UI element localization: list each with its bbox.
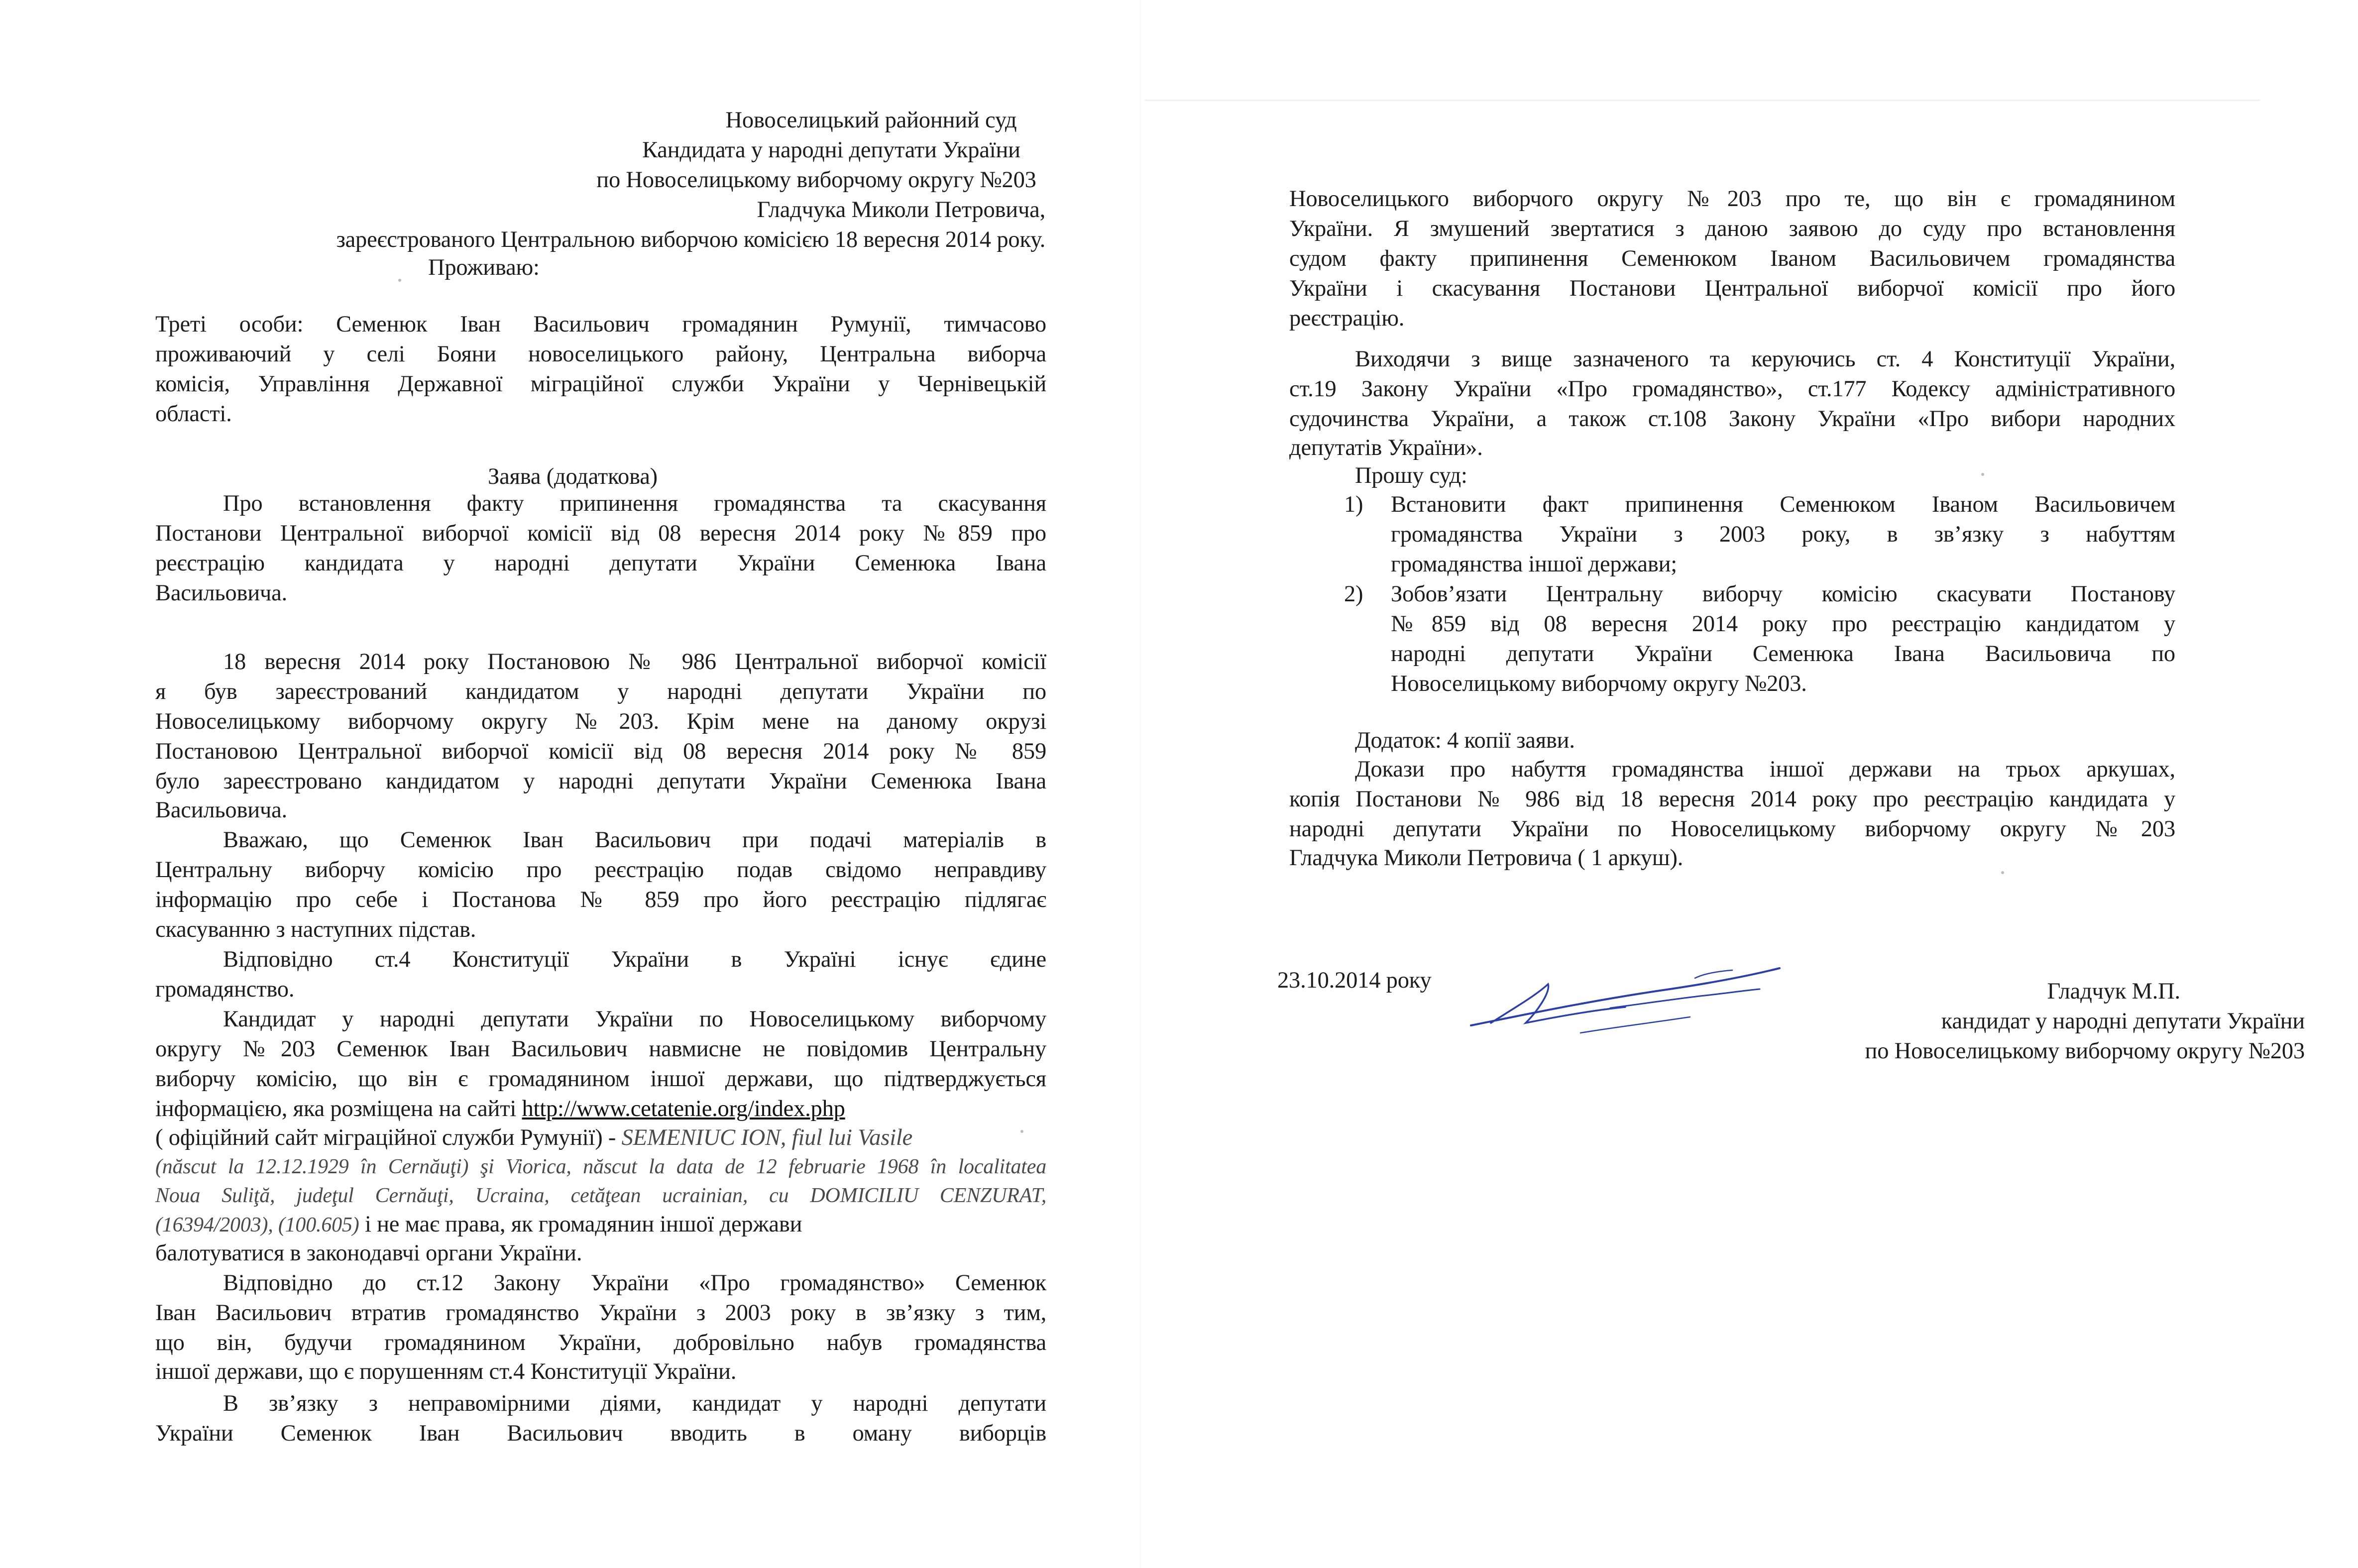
header-district: по Новоселицькому виборчому округу №203 [596, 167, 1036, 193]
request-number: 2) [1344, 581, 1363, 607]
paragraph-line: Новоселицького виборчого округу №203 про те, що він є громадянином [1289, 186, 2175, 212]
left-page [0, 0, 1160, 1568]
attachment-title: Додаток: 4 копії заяви. [1355, 728, 1575, 753]
paragraph-line: 18 вересня 2014 року Постановою № 986 Центральної виборчої комісії [223, 649, 1046, 674]
romanian-record-name: SEMENIUC ION, fiul lui Vasile [621, 1125, 913, 1150]
scan-speck [2001, 871, 2004, 874]
paragraph-line: Кандидат у народні депутати України по Новоселицькому виборчому [223, 1007, 1046, 1032]
attachment-line: Докази про набуття громадянства іншої держави на трьох аркушах, [1355, 757, 2175, 782]
request-title: Прошу суд: [1355, 463, 1467, 488]
third-parties-line: проживаючий у селі Бояни новоселицького району, Центральна виборча [155, 341, 1046, 367]
paragraph-line: України і скасування Постанови Центральної виборчої комісії про його [1289, 276, 2175, 301]
subject-line: Васильовича. [155, 580, 287, 606]
paragraph-line: реєстрацію. [1289, 306, 1405, 331]
paragraph-line: виборчу комісію, що він є громадянином іншої держави, що підтверджується [155, 1066, 1046, 1092]
paragraph-line: судом факту припинення Семенюком Іваном Васильовичем громадянства [1289, 246, 2175, 271]
paragraph-line: Новоселицькому виборчому округу №203. Крім мене на даному окрузі [155, 709, 1046, 734]
header-candidate: Кандидата у народні депутати України [642, 137, 1020, 163]
header-registered: зареєстрованого Центральною виборчою комісією 18 вересня 2014 року. [336, 227, 1045, 252]
site-description: ( офіційний сайт міграційної служби Румунії) - [155, 1125, 622, 1150]
request-line: народні депутати України Семенюка Івана Васильовича по [1391, 641, 2175, 667]
paragraph-line: Відповідно до ст.12 Закону України «Про громадянство» Семенюк [223, 1270, 1046, 1296]
romanian-record-numbers: (16394/2003), (100.605) [155, 1214, 359, 1236]
document-date: 23.10.2014 року [1277, 968, 1432, 993]
header-court: Новоселицький районний суд [725, 108, 1017, 133]
paragraph-line: балотуватися в законодавчі органи України. [155, 1240, 582, 1266]
scan-speck [1020, 1130, 1023, 1133]
request-line: Новоселицькому виборчому округу №203. [1391, 671, 1807, 696]
paragraph-line: Виходячи з вище зазначеного та керуючись ст. 4 Конституції України, [1355, 346, 2175, 372]
signer-title: кандидат у народні депутати України [1941, 1008, 2305, 1034]
paragraph-line: іншої держави, що є порушенням ст.4 Конституції України. [155, 1359, 737, 1384]
paragraph-line: Васильовича. [155, 797, 287, 823]
scan-speck [1981, 473, 1984, 476]
paragraph-line: України Семенюк Іван Васильович вводить в оману виборців [155, 1421, 1046, 1446]
right-page [1160, 0, 2358, 1568]
paragraph-line: інформацію про себе і Постанова № 859 про його реєстрацію підлягає [155, 887, 1046, 912]
signer-district: по Новоселицькому виборчому округу №203 [1865, 1038, 2305, 1064]
request-line: №859 від 08 вересня 2014 року про реєстрацію кандидатом у [1391, 611, 2175, 637]
attachment-line: Гладчука Миколи Петровича ( 1 аркуш). [1289, 845, 1684, 871]
paragraph-line: і не має права, як громадянин іншої держави [359, 1212, 802, 1237]
handwritten-signature [1461, 948, 1785, 1043]
paragraph-line: Постановою Центральної виборчої комісії від 08 вересня 2014 року № 859 [155, 739, 1046, 764]
paragraph-line: громадянство. [155, 977, 295, 1002]
header-residence: Проживаю: [428, 255, 540, 280]
subject-line: Про встановлення факту припинення громадянства та скасування [223, 491, 1046, 516]
romanian-record-line: Noua Suliţă, judeţul Cernăuţi, Ucraina, cetăţean ucrainian, cu DOMICILIU CENZURAT, [155, 1184, 1046, 1207]
third-parties-line: області. [155, 401, 232, 427]
subject-line: реєстрацію кандидата у народні депутати України Семенюка Івана [155, 551, 1046, 576]
header-name: Гладчука Миколи Петровича, [757, 197, 1045, 223]
document-title: Заява (додаткова) [488, 464, 658, 489]
paragraph-line: інформацією, яка розміщена на сайті [155, 1096, 517, 1121]
paragraph-line: Вважаю, що Семенюк Іван Васильович при подачі матеріалів в [223, 827, 1046, 853]
third-parties-line: Треті особи: Семенюк Іван Васильович громадянин Румунії, тимчасово [155, 312, 1046, 337]
citizenship-site-link[interactable]: http://www.cetatenie.org/index.php [522, 1096, 845, 1121]
paragraph-line: було зареєстровано кандидатом у народні депутати України Семенюка Івана [155, 769, 1046, 794]
paragraph-line: я був зареєстрований кандидатом у народні депутати України по [155, 679, 1046, 704]
request-line: Зобов’язати Центральну виборчу комісію скасувати Постанову [1391, 581, 2175, 607]
signer-name: Гладчук М.П. [2047, 979, 2180, 1004]
paragraph-line: Центральну виборчу комісію про реєстрацію подав свідомо неправдиву [155, 857, 1046, 883]
request-line: громадянства України з 2003 року, в зв’язку з набуттям [1391, 522, 2175, 547]
request-line: громадянства іншої держави; [1391, 552, 1678, 577]
paragraph-line: В зв’язку з неправомірними діями, кандидат у народні депутати [223, 1391, 1046, 1416]
paragraph-line: України. Я змушений звертатися з даною заявою до суду про встановлення [1289, 216, 2175, 241]
scan-speck [398, 279, 401, 282]
paragraph-line: Відповідно ст.4 Конституції України в Україні існує єдине [223, 947, 1046, 972]
paragraph-line: депутатів України». [1289, 435, 1483, 460]
attachment-line: народні депутати України по Новоселицькому виборчому округу №203 [1289, 816, 2175, 842]
paragraph-line: судочинства України, а також ст.108 Закону України «Про вибори народних [1289, 406, 2175, 432]
third-parties-line: комісія, Управління Державної міграційної служби України у Чернівецькій [155, 371, 1046, 397]
paragraph-line: скасуванню з наступних підстав. [155, 917, 476, 942]
romanian-record-line: (născut la 12.12.1929 în Cernăuţi) şi Viorica, născut la data de 12 februarie 1968 în localitatea [155, 1155, 1046, 1178]
paragraph-line: ст.19 Закону України «Про громадянство», ст.177 Кодексу адміністративного [1289, 376, 2175, 402]
attachment-line: копія Постанови № 986 від 18 вересня 2014 року про реєстрацію кандидата у [1289, 786, 2175, 812]
paragraph-line: що він, будучи громадянином України, добровільно набув громадянства [155, 1330, 1046, 1355]
request-number: 1) [1344, 492, 1363, 517]
paragraph-line: округу №203 Семенюк Іван Васильович навмисне не повідомив Центральну [155, 1036, 1046, 1062]
paragraph-line: Іван Васильович втратив громадянство України з 2003 року в зв’язку з тим, [155, 1300, 1046, 1326]
subject-line: Постанови Центральної виборчої комісії від 08 вересня 2014 року №859 про [155, 521, 1046, 546]
request-line: Встановити факт припинення Семенюком Іваном Васильовичем [1391, 492, 2175, 517]
